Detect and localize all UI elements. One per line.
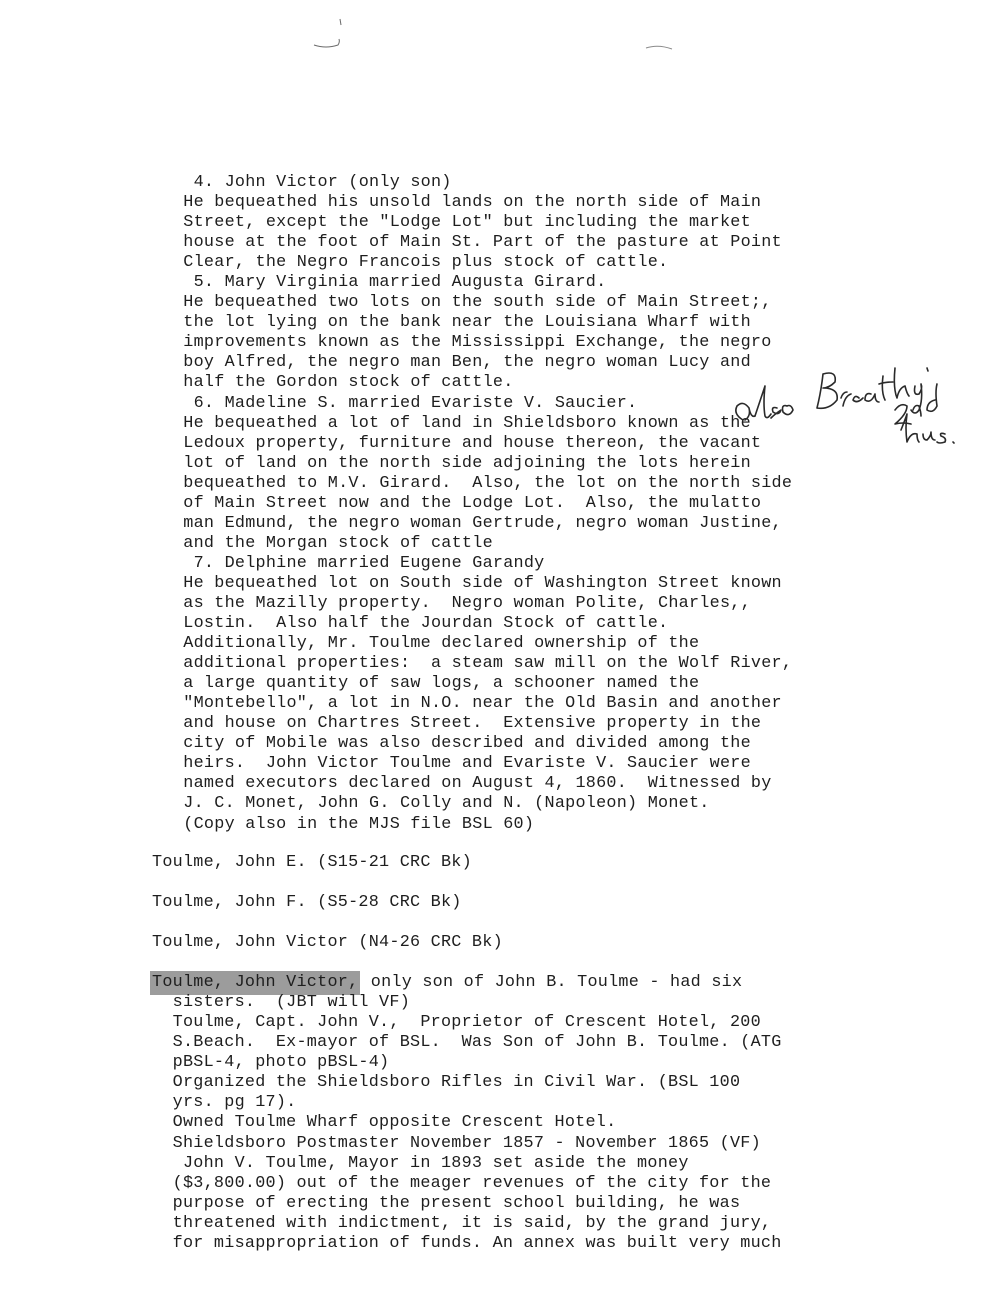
text-line: 5. Mary Virginia married Augusta Girard. (142, 273, 607, 293)
text-line: as the Mazilly property. Negro woman Polite, Charles,, (142, 593, 751, 613)
text-line: bequeathed to M.V. Girard. Also, the lot on the north side (142, 473, 793, 493)
handwritten-note (725, 348, 965, 448)
index-entry: Toulme, John E. (S15-21 CRC Bk) (152, 853, 472, 872)
text-line: 7. Delphine married Eugene Garandy (142, 553, 545, 573)
text-line: additional properties: a steam saw mill on the Wolf River, (142, 654, 793, 674)
text-line: and house on Chartres Street. Extensive property in the (142, 714, 762, 734)
index-entries-block (152, 0, 782, 1254)
text-line: S.Beach. Ex-mayor of BSL. Was Son of John B. Toulme. (ATG (152, 1033, 782, 1053)
text-line: house at the foot of Main St. Part of the pasture at Point (142, 233, 782, 253)
text-line: He bequeathed two lots on the south side of Main Street;, (142, 293, 772, 313)
text-line: lot of land on the north side adjoining the lots herein (142, 453, 751, 473)
text-line: Ledoux property, furniture and house thereon, the vacant (142, 433, 762, 453)
text-line: Clear, the Negro Francois plus stock of cattle. (142, 253, 669, 273)
text-line: John V. Toulme, Mayor in 1893 set aside the money (152, 1153, 689, 1173)
text-line: purpose of erecting the present school building, he was (152, 1193, 741, 1213)
text-line: yrs. pg 17). (152, 1093, 297, 1113)
text-line: Organized the Shieldsboro Rifles in Civil War. (BSL 100 (152, 1073, 741, 1093)
text-line: 6. Madeline S. married Evariste V. Saucier. (142, 393, 638, 413)
text-line: 4. John Victor (only son) (142, 173, 452, 192)
text-line: a large quantity of saw logs, a schooner named the (142, 674, 700, 694)
text-line: Owned Toulme Wharf opposite Crescent Hotel. (152, 1113, 617, 1133)
text-line: ($3,800.00) out of the meager revenues of the city for the (152, 1173, 772, 1193)
text-line: the lot lying on the bank near the Louisiana Wharf with (142, 313, 751, 333)
highlighted-name: Toulme, John Victor, (150, 971, 360, 995)
text-line: J. C. Monet, John G. Colly and N. (Napoleon) Monet. (142, 794, 710, 814)
text-line: He bequeathed his unsold lands on the north side of Main (142, 193, 762, 213)
text-line: Street, except the "Lodge Lot" but including the market (142, 213, 751, 233)
index-entry: Toulme, John F. (S5-28 CRC Bk) (152, 893, 462, 913)
text-line: for misappropriation of funds. An annex was built very much (152, 1233, 782, 1253)
text-line: man Edmund, the negro woman Gertrude, negro woman Justine, (142, 513, 782, 533)
index-entry: Toulme, John Victor (N4-26 CRC Bk) (152, 933, 503, 953)
text-line: He bequeathed a lot of land in Shieldsboro known as the (142, 413, 751, 433)
text-line: and the Morgan stock of cattle (142, 533, 493, 553)
text-line: city of Mobile was also described and divided among the (142, 734, 751, 754)
text-line: named executors declared on August 4, 1860. Witnessed by (142, 774, 772, 794)
text-line: Lostin. Also half the Jourdan Stock of cattle. (142, 614, 669, 634)
text-line: boy Alfred, the negro man Ben, the negro woman Lucy and (142, 353, 751, 373)
text-line: heirs. John Victor Toulme and Evariste V. Saucier were (142, 754, 751, 774)
text-line: threatened with indictment, it is said, by the grand jury, (152, 1213, 772, 1233)
text-line: Additionally, Mr. Toulme declared ownership of the (142, 634, 700, 654)
text-line: pBSL-4, photo pBSL-4) (152, 1053, 390, 1073)
text-line: sisters. (JBT will VF) (152, 993, 411, 1013)
text-line: (Copy also in the MJS file BSL 60) (142, 814, 535, 834)
highlighted-entry-line (152, 973, 782, 993)
text-line: "Montebello", a lot in N.O. near the Old Basin and another (142, 694, 782, 714)
text-line: half the Gordon stock of cattle. (142, 373, 514, 393)
highlighted-entry-rest: only son of John B. Toulme - had six (360, 973, 743, 993)
text-line: Shieldsboro Postmaster November 1857 - November 1865 (VF) (152, 1133, 761, 1153)
text-line: of Main Street now and the Lodge Lot. Also, the mulatto (142, 493, 762, 513)
text-line: He bequeathed lot on South side of Washington Street known (142, 573, 782, 593)
text-line: improvements known as the Mississippi Exchange, the negro (142, 333, 772, 353)
text-line: Toulme, Capt. John V., Proprietor of Crescent Hotel, 200 (152, 1013, 761, 1033)
